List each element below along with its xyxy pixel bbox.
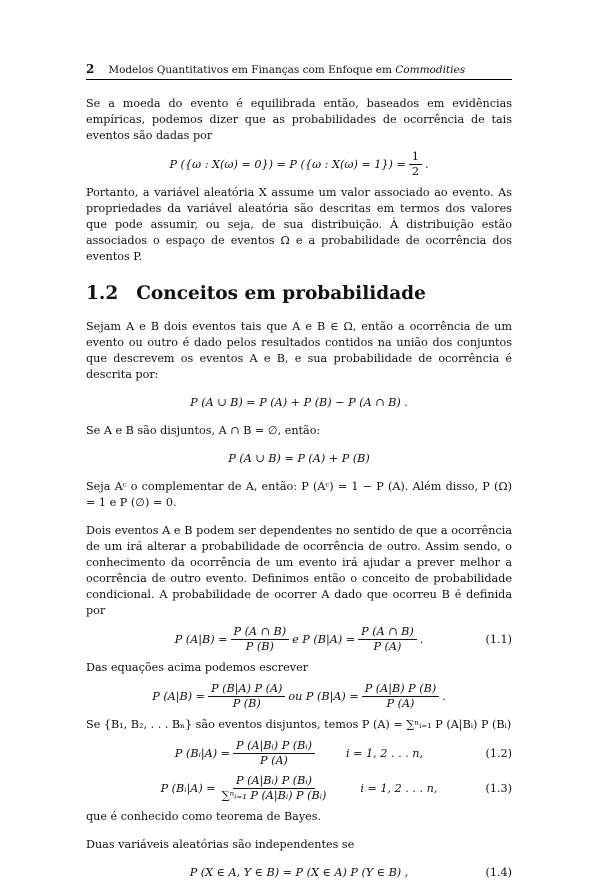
paragraph-bayes: que é conhecido como teorema de Bayes. [86, 810, 322, 823]
equation-number: (1.3) [485, 781, 512, 795]
fraction: $\frac{\text{P (A|Bᵢ) P (Bᵢ)}}{P (A)}$ [233, 739, 315, 768]
running-header [86, 62, 512, 80]
paragraph-random-variable: Portanto, a variável aleatória X assume um valor associado ao evento. As propriedades da variável aleatória são descritas em termos dos valores que pode assumir, ou seja, de sua distribuição. À distribuição estão associados o espaço de eventos Ω e a probabilidade de ocorrência dos eventos P. [86, 186, 512, 263]
paragraph-derive: Das equações acima podemos escrever [86, 661, 309, 674]
equation-1-4: P (X ∈ A, Y ∈ B) = P (X ∈ A) P (Y ∈ B) , (1.4) [189, 866, 512, 879]
equation-bayes-pair: P (A|B) = $\frac{P (B|A) P (A)}{P (B)}$ ou P (B|A) = $\frac{P (A|B) P (B)}{P (A)}$ . [152, 682, 446, 710]
fraction: $\frac{P (A \cap B)}{P (A)}$ [358, 625, 417, 654]
fraction: $\frac{1}{2}$ [409, 150, 422, 179]
equation-disjoint: P (A ∪ B) = P (A) + P (B) [228, 452, 370, 465]
equation-number: (1.2) [485, 746, 512, 760]
paragraph-independence: Duas variáveis aleatórias são independentes se [86, 838, 355, 851]
equation-number: (1.1) [485, 632, 512, 646]
fraction: $\frac{P (A|B) P (B)}{P (A)}$ [362, 682, 439, 711]
equation-union: P (A ∪ B) = P (A) + P (B) − P (A ∩ B) . [190, 396, 408, 409]
paragraph-complement: Seja Aᶜ o complementar de A, então: P (Aᶜ) = 1 − P (A). Além disso, P (Ω) = 1 e P (∅) = 0. [86, 480, 512, 509]
header-title: Modelos Quantitativos em Finanças com Enfoque em Commodities [108, 64, 466, 76]
paragraph-conditional: Dois eventos A e B podem ser dependentes no sentido de que a ocorrência de um irá alterar a probabilidade de ocorrência de outro. Assim sendo, o conhecimento da ocorrência de um evento irá ajudar a prever melhor a ocorrência de outro evento. Definimos então o conceito de probabilidade condicional. A probabilidade de ocorrer A dado que ocorreu B é definida por [86, 524, 512, 617]
equation-1-3: P (Bᵢ|A) = $\frac{\text{P (A|Bᵢ) P (Bᵢ)}}{\text{∑ⁿᵢ₌₁ P (A|Bᵢ) P (Bᵢ)}}$ i = 1, 2 . . . n, (1.3) [160, 774, 512, 802]
section-number: 1.2 [86, 283, 119, 304]
equation-number: (1.4) [485, 866, 512, 879]
equation-1-2: P (Bᵢ|A) = $\frac{\text{P (A|Bᵢ) P (Bᵢ)}}{P (A)}$ i = 1, 2 . . . n, (1.2) [174, 739, 512, 767]
paragraph-intro: Se a moeda do evento é equilibrada então, baseados em evidências empíricas, podemos dizer que as probabilidades de ocorrência de tais eventos são dadas por [86, 97, 512, 142]
fraction: $\frac{\text{P (A|Bᵢ) P (Bᵢ)}}{\text{∑ⁿᵢ₌₁ P (A|Bᵢ) P (Bᵢ)}}$ [221, 774, 327, 802]
paragraph-disjoint: Se A e B são disjuntos, A ∩ B = ∅, então: [86, 424, 321, 437]
equation-coin: P ({ω : X(ω) = 0}) = P ({ω : X(ω) = 1}) = $\frac{1}{2}$ . [169, 150, 429, 178]
page-number: 2 [86, 62, 95, 76]
fraction: $\frac{P (B|A) P (A)}{P (B)}$ [208, 682, 285, 711]
equation-1-1: P (A|B) = $\frac{P (A \cap B)}{P (B)}$ e P (B|A) = $\frac{P (A \cap B)}{P (A)}$ . (1.1) [174, 625, 512, 653]
section-title: Conceitos em probabilidade [136, 283, 426, 304]
body-text [86, 96, 512, 893]
paragraph-events: Sejam A e B dois eventos tais que A e B ∈ Ω, então a ocorrência de um evento ou outro é dado pelos resultados contidos na união dos conjuntos que descrevem os eventos A e B, e sua probabilidade de ocorrência é descrita por: [86, 320, 512, 381]
section-heading [86, 283, 512, 305]
fraction: $\frac{P (A \cap B)}{P (B)}$ [231, 625, 290, 654]
paragraph-partition: Se {B₁, B₂, . . . Bₙ} são eventos disjuntos, temos P (A) = ∑ⁿᵢ₌₁ P (A|Bᵢ) P (Bᵢ) [86, 718, 512, 731]
